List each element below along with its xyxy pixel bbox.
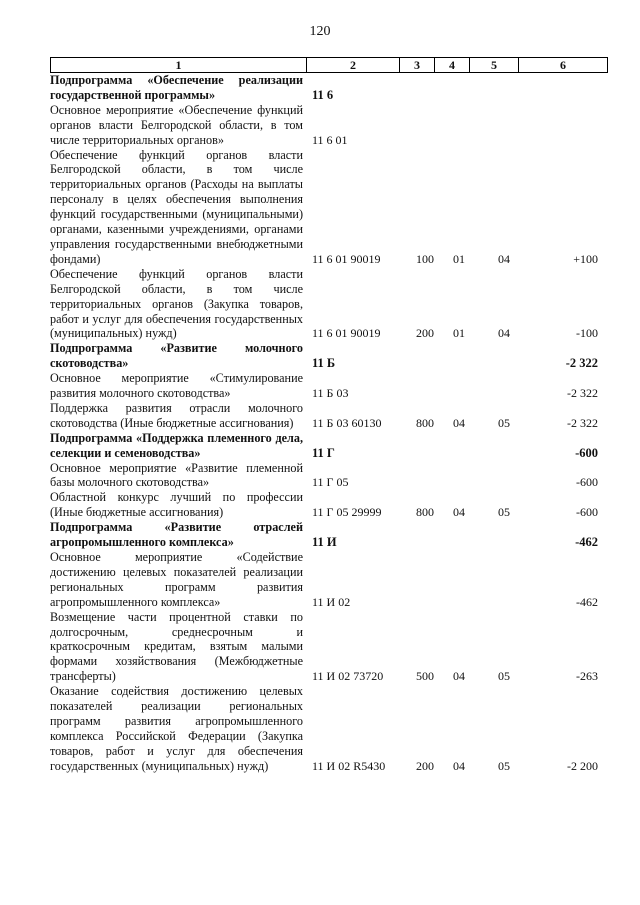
header-col-5: 5 (469, 58, 518, 72)
row-sum: -2 322 (567, 385, 598, 400)
page-number: 120 (309, 24, 331, 39)
row-pr: 04 (498, 251, 510, 266)
table-row (50, 684, 606, 773)
table-row (50, 550, 606, 610)
table-row (50, 610, 606, 685)
row-name: Обеспечение функций органов власти Белгородской области, в том числе территориальных органов (Закупка товаров, работ и услуг для обеспечения государственных (муниципальных) нужд) (50, 266, 303, 341)
table-row (50, 490, 606, 520)
row-rz: 04 (453, 758, 465, 773)
subprogram-row (50, 431, 606, 461)
row-vr: 100 (416, 251, 434, 266)
table-row (50, 267, 606, 342)
row-code: 11 6 01 90019 (312, 326, 381, 341)
row-sum: -600 (575, 445, 598, 460)
row-sum: -462 (575, 535, 598, 549)
row-pr: 05 (498, 758, 510, 773)
row-name: Основное мероприятие «Содействие достижению целевых показателей реализации региональных программ развития агропромышленного комплекса» (50, 550, 303, 609)
header-col-1: 1 (175, 58, 182, 72)
row-rz: 01 (453, 326, 465, 341)
row-code: 11 И (312, 535, 337, 549)
row-sum: -600 (576, 475, 598, 490)
row-sum: -100 (576, 326, 598, 341)
row-code: 11 Г 05 29999 (312, 505, 382, 520)
row-name: Возмещение части процентной ставки по долгосрочным, среднесрочным и краткосрочным кредитам, взятым малыми формами хозяйствования (Межбюджетные трансферты) (50, 609, 303, 684)
table-header (50, 57, 608, 73)
budget-table-body (50, 73, 606, 774)
row-rz: 04 (453, 669, 465, 684)
table-row (50, 461, 606, 491)
row-name: Обеспечение функций органов власти Белгородской области, в том числе территориальных органов (Расходы на выплаты персоналу в целях обеспечения выполнения функций государственными (муниципальными) органами, казенными учреждениями, органами управления государственными внебюджетными фондами) (50, 147, 303, 266)
row-code: 11 6 (312, 87, 334, 102)
header-col-3: 3 (399, 58, 434, 72)
row-vr: 800 (416, 415, 434, 430)
table-row (50, 103, 606, 148)
row-name: Подпрограмма «Развитие отраслей агропромышленного комплекса» (50, 520, 303, 550)
row-vr: 500 (416, 669, 434, 684)
row-code: 11 Б 03 60130 (312, 415, 382, 430)
row-name: Подпрограмма «Обеспечение реализации государственной программы» (50, 73, 303, 102)
row-code: 11 И 02 (312, 594, 351, 609)
row-pr: 05 (498, 669, 510, 684)
row-sum: -600 (576, 505, 598, 520)
header-col-6: 6 (518, 58, 607, 72)
row-pr: 05 (498, 505, 510, 520)
row-code: 11 6 01 (312, 132, 348, 147)
row-sum: +100 (573, 251, 598, 266)
row-rz: 01 (453, 251, 465, 266)
subprogram-row (50, 520, 606, 550)
table-row (50, 401, 606, 431)
row-sum: -2 322 (565, 356, 598, 371)
table-row (50, 371, 606, 401)
row-vr: 800 (416, 505, 434, 520)
row-code: 11 И 02 73720 (312, 669, 384, 684)
row-name: Основное мероприятие «Развитие племенной базы молочного скотоводства» (50, 460, 303, 490)
row-sum: -2 200 (567, 758, 598, 773)
header-col-2: 2 (306, 58, 399, 72)
row-name: Основное мероприятие «Стимулирование развития молочного скотоводства» (50, 371, 303, 401)
header-col-4: 4 (434, 58, 469, 72)
table-row (50, 148, 606, 267)
row-vr: 200 (416, 326, 434, 341)
row-pr: 05 (498, 415, 510, 430)
row-code: 11 И 02 R5430 (312, 758, 386, 773)
row-code: 11 Г 05 (312, 475, 349, 490)
row-sum: -263 (576, 669, 598, 684)
row-rz: 04 (453, 415, 465, 430)
row-sum: -2 322 (567, 415, 598, 430)
row-name: Оказание содействия достижению целевых показателей реализации региональных программ развития агропромышленного комплекса Российской Федерации (Закупка товаров, работ и услуг для обеспечения государственных (муниципальных) нужд) (50, 684, 303, 773)
row-name: Поддержка развития отрасли молочного скотоводства (Иные бюджетные ассигнования) (50, 400, 303, 430)
row-name: Подпрограмма «Развитие молочного скотоводства» (50, 341, 303, 371)
row-sum: -462 (576, 594, 598, 609)
row-code: 11 Б 03 (312, 385, 349, 400)
row-rz: 04 (453, 505, 465, 520)
subprogram-row (50, 341, 606, 371)
subprogram-row (50, 73, 606, 103)
row-code: 11 6 01 90019 (312, 251, 381, 266)
row-name: Областной конкурс лучший по профессии (Иные бюджетные ассигнования) (50, 490, 303, 520)
row-code: 11 Г (312, 445, 335, 460)
row-name: Основное мероприятие «Обеспечение функций органов власти Белгородской области, в том числе территориальных органов» (50, 102, 303, 147)
row-pr: 04 (498, 326, 510, 341)
row-code: 11 Б (312, 356, 336, 371)
row-vr: 200 (416, 758, 434, 773)
row-name: Подпрограмма «Поддержка племенного дела, селекции и семеноводства» (50, 430, 303, 460)
